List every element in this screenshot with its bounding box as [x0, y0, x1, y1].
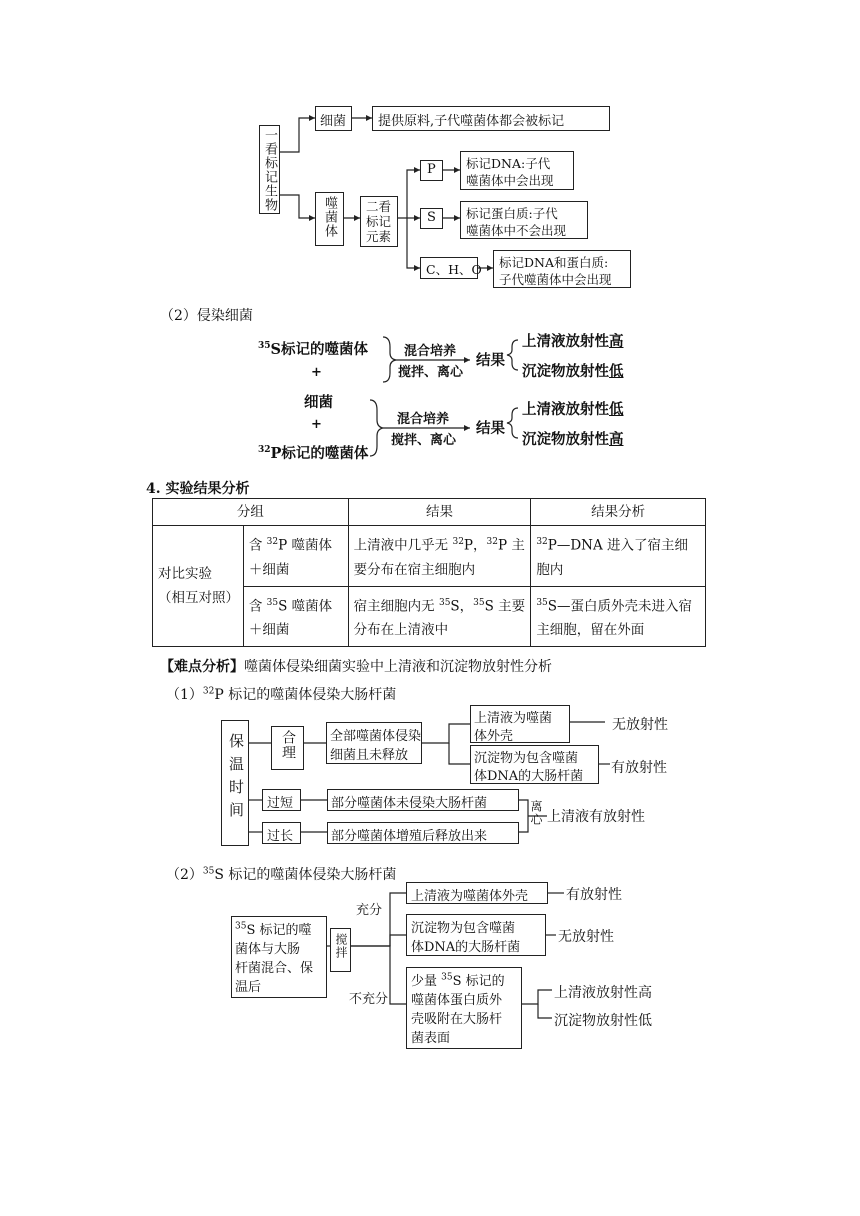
root-box-look-organism — [259, 125, 280, 214]
row1-analysis-cell — [531, 526, 706, 587]
supernatant-shell-line2: 体外壳 — [474, 729, 514, 744]
s-result-line1: 标记蛋白质:子代 — [466, 206, 558, 221]
row1-result-sup1: 32 — [452, 537, 464, 547]
supernatant-shell-box-2 — [406, 882, 548, 904]
stir-label: 搅拌 — [334, 933, 348, 959]
p-result-line2: 噬菌体中会出现 — [466, 173, 554, 188]
section2-heading: （2）侵染细菌 — [160, 308, 253, 324]
result1-supernatant — [522, 330, 624, 351]
all-infect-line2: 细菌且未释放 — [330, 748, 409, 763]
row1-result-cell — [348, 526, 531, 587]
r2a-text: 上清液放射性 — [522, 401, 609, 418]
cho-result-line1: 标记DNA和蛋白质: — [499, 255, 609, 270]
row2-group-sup: 35 — [266, 597, 279, 608]
mixed-l1: S 标记的噬 — [246, 923, 312, 938]
bacteria-box — [315, 106, 352, 131]
sediment-ecoli-line1: 沉淀物为包含噬菌 — [474, 751, 579, 766]
r2a-mark: 低 — [609, 401, 624, 418]
difficulty-heading — [160, 656, 552, 676]
cho-element-box — [420, 257, 482, 279]
mix-culture-2: 混合培养 — [397, 412, 450, 427]
row1-analysis-sup: 32 — [536, 537, 548, 547]
table-row — [153, 526, 706, 587]
row2-analysis: S—蛋白质外壳未进入宿主细胞，留在外面 — [536, 598, 693, 638]
cho-element-label: C、H、O — [426, 262, 482, 277]
supernatant-shell-2-label: 上清液为噬菌体外壳 — [411, 889, 529, 904]
incubation-time-box — [221, 720, 249, 846]
mixed-incubation-box — [231, 916, 327, 998]
r1a-mark: 高 — [609, 333, 624, 350]
sediment-ecoli-2-line1: 沉淀物为包含噬菌 — [411, 921, 516, 936]
row2-analysis-cell — [531, 586, 706, 647]
sub1-b: P 标记的噬菌体侵染大肠杆菌 — [214, 687, 397, 703]
small-line4: 菌表面 — [411, 1031, 451, 1046]
sub1-a: （1） — [166, 687, 203, 703]
small-l1a: 少量 — [411, 974, 442, 989]
small-line3: 壳吸附在大肠杆 — [411, 1012, 503, 1027]
s-result-line2: 噬菌体中不会出现 — [466, 223, 567, 238]
long-desc-label: 部分噬菌体增殖后释放出来 — [331, 829, 488, 844]
small-line2: 噬菌体蛋白质外 — [411, 993, 503, 1008]
row2-result-a: 宿主细胞内无 — [353, 598, 439, 614]
sufficient-label: 充分 — [356, 903, 383, 918]
result2-supernatant — [522, 398, 624, 419]
result1-sediment — [522, 360, 624, 381]
sediment-ecoli-line2: 体DNA的大肠杆菌 — [474, 769, 584, 784]
header-analysis: 结果分析 — [531, 499, 706, 526]
supernatant-shell-line1: 上清液为噬菌 — [474, 711, 553, 726]
stir-centrifuge-1: 搅拌、离心 — [398, 365, 464, 380]
incubation-time-label: 保温时间 — [227, 733, 245, 825]
p-element-label: P — [427, 162, 436, 177]
mixed-line4: 温后 — [235, 980, 262, 995]
result-label-2: 结果 — [476, 420, 505, 437]
header-result: 结果 — [348, 499, 531, 526]
mix-culture-1: 混合培养 — [404, 344, 457, 359]
sediment-ecoli-box-2 — [406, 914, 546, 956]
phage-box — [315, 192, 344, 246]
row1-result-c: P 主要分布在宿主细胞内 — [353, 537, 525, 578]
section4-heading: 4. 实验结果分析 — [146, 481, 250, 497]
row1-result-a: 上清液中几乎无 — [353, 537, 453, 554]
cho-result-box — [493, 250, 631, 288]
bacteria-label: 细菌 — [320, 114, 347, 129]
sub2-sup: 35 — [202, 866, 215, 877]
phage-label: 噬菌体 — [322, 196, 337, 238]
sediment-ecoli-2-line2: 体DNA的大肠杆菌 — [411, 940, 521, 955]
stir-centrifuge-2: 搅拌、离心 — [391, 433, 457, 448]
row2-result-cell — [348, 586, 531, 647]
mixed-line1 — [235, 919, 312, 938]
s35-sup: 35 — [258, 341, 271, 352]
too-short-box — [262, 789, 301, 811]
row1-result-sup2: 32 — [486, 537, 498, 547]
p32-phage-label — [258, 442, 368, 463]
bacteria-result-label: 提供原料,子代噬菌体都会被标记 — [378, 114, 565, 129]
root-label: 一看标记生物 — [262, 128, 277, 212]
sub1-sup: 32 — [202, 686, 215, 697]
too-long-label: 过长 — [267, 829, 294, 844]
row1-analysis: P—DNA 进入了宿主细胞内 — [536, 537, 689, 578]
cho-result-line2: 子代噬菌体中会出现 — [499, 272, 612, 287]
header-group: 分组 — [153, 499, 349, 526]
long-desc-box — [327, 822, 519, 844]
result-label-1: 结果 — [476, 352, 505, 369]
p-result-line1: 标记DNA:子代 — [466, 156, 551, 171]
results-table — [152, 498, 706, 647]
result2-sediment — [522, 428, 624, 449]
stir-box — [330, 928, 351, 972]
reasonable-label: 合理 — [280, 730, 296, 760]
sub2-b: S 标记的噬菌体侵染大肠杆菌 — [214, 867, 397, 883]
row2-result-b: S， — [450, 598, 474, 614]
reasonable-box — [271, 726, 304, 770]
r1a-text: 上清液放射性 — [522, 333, 609, 350]
supernatant-has-radio: 上清液有放射性 — [547, 809, 645, 825]
short-desc-label: 部分噬菌体未侵染大肠杆菌 — [331, 796, 488, 811]
s-element-label: S — [427, 210, 436, 225]
group-label-cell — [153, 526, 244, 647]
s35-phage-label — [258, 338, 368, 359]
mixed-sup: 35 — [235, 921, 247, 932]
second-look-label: 二看标记元素 — [366, 199, 392, 244]
difficulty-text: 噬菌体侵染细菌实验中上清液和沉淀物放射性分析 — [244, 659, 552, 675]
row1-result-b: P， — [463, 537, 487, 554]
row2-group-cell — [243, 586, 348, 647]
small-l1b: S 标记的 — [452, 974, 505, 989]
insufficient-label: 不充分 — [349, 992, 389, 1007]
has-radioactivity-1: 有放射性 — [611, 760, 667, 776]
small-line1 — [411, 970, 505, 989]
sediment-ecoli-box — [470, 745, 599, 784]
p32-sup: 32 — [258, 445, 271, 456]
table-header-row — [153, 499, 706, 526]
bacteria-center-label: 细菌 — [304, 394, 333, 411]
mixed-line2: 菌体与大肠 — [235, 942, 301, 957]
p32-phage-text: P标记的噬菌体 — [270, 445, 369, 462]
group-label: 对比实验（相互对照） — [158, 566, 239, 606]
no-radioactivity-2: 无放射性 — [558, 929, 614, 945]
too-long-box — [262, 822, 301, 844]
r2b-text: 沉淀物放射性 — [522, 431, 609, 448]
sediment-low: 沉淀物放射性低 — [554, 1013, 652, 1029]
short-desc-box — [327, 789, 519, 811]
small-amount-box — [406, 967, 522, 1049]
row1-group-cell — [243, 526, 348, 587]
row2-group-b: S 噬菌体＋细菌 — [248, 598, 333, 638]
second-look-box — [360, 196, 398, 247]
bacteria-result-box — [372, 106, 610, 131]
sub2-a: （2） — [166, 867, 203, 883]
r1b-mark: 低 — [609, 363, 624, 380]
supernatant-high: 上清液放射性高 — [554, 985, 652, 1001]
mixed-line3: 杆菌混合、保 — [235, 961, 314, 976]
subheading-2 — [166, 864, 396, 884]
plus-2: + — [311, 417, 322, 432]
s-result-box — [460, 201, 588, 239]
s35-phage-text: S标记的噬菌体 — [270, 341, 369, 358]
p-element-box — [420, 160, 443, 181]
p-result-box — [460, 151, 574, 190]
row2-result-sup1: 35 — [438, 597, 451, 608]
centrifuge-label: 离心 — [529, 800, 543, 826]
small-sup: 35 — [441, 972, 453, 983]
s-element-box — [420, 208, 443, 229]
row2-analysis-sup: 35 — [536, 597, 548, 608]
r2b-mark: 高 — [609, 431, 624, 448]
no-radioactivity-1: 无放射性 — [612, 717, 668, 733]
too-short-label: 过短 — [267, 796, 294, 811]
all-infect-line1: 全部噬菌体侵染 — [330, 729, 422, 744]
supernatant-shell-box — [470, 705, 570, 743]
all-infect-box — [326, 722, 422, 764]
row2-result-c: S 主要分布在上清液中 — [353, 598, 526, 638]
row2-group-a: 含 — [248, 598, 267, 614]
row1-group-b: P 噬菌体＋细菌 — [248, 537, 332, 578]
difficulty-bracket: 【难点分析】 — [160, 659, 244, 675]
has-radioactivity-2: 有放射性 — [566, 887, 622, 903]
row1-group-a: 含 — [248, 537, 263, 554]
row1-group-sup: 32 — [266, 537, 279, 547]
plus-1: + — [311, 365, 322, 380]
row2-result-sup2: 35 — [473, 597, 485, 608]
subheading-1 — [166, 684, 396, 704]
r1b-text: 沉淀物放射性 — [522, 363, 609, 380]
